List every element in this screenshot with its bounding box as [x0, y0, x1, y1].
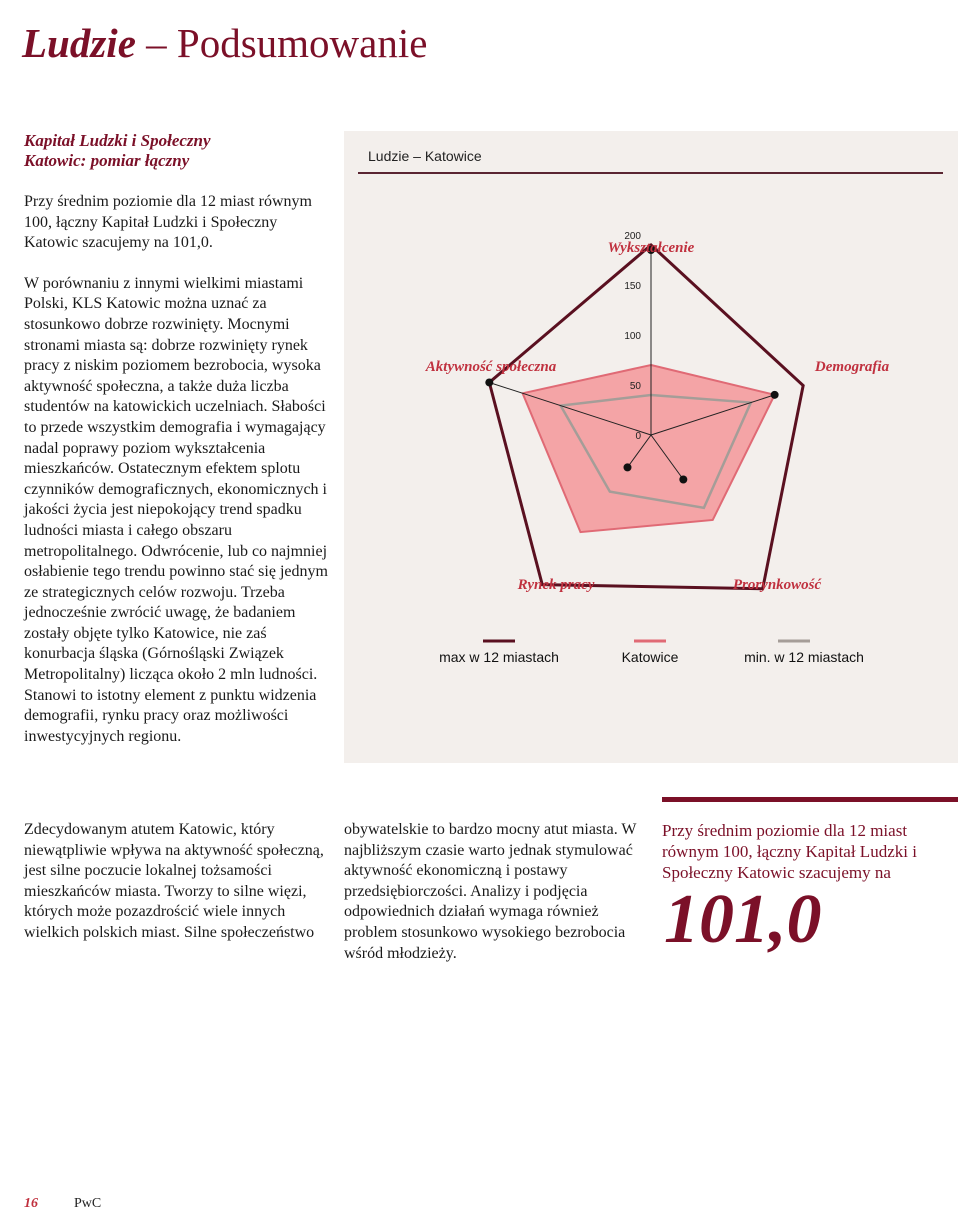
- intro-paragraph: Przy średnim poziomie dla 12 miast równym 100, łączny Kapitał Ludzki i Społeczny Katowic szacujemy na 101,0.: [24, 193, 312, 252]
- page-title: [22, 18, 427, 68]
- highlight-text: Przy średnim poziomie dla 12 miast równym 100, łączny Kapitał Ludzki i Społeczny Katowic szacujemy na: [662, 821, 917, 882]
- highlight-rule: [662, 797, 958, 802]
- legend-label: max w 12 miastach: [439, 649, 559, 665]
- page-number: 16: [24, 1196, 38, 1211]
- bottom-paragraph-2: obywatelskie to bardzo mocny atut miasta. W najbliższym czasie warto jednak stymulować aktywność ekonomiczną i postawy przedsiębiorczości. Analizy i podjęcia odpowiednich działań wymaga również problem stosunkowo wysokiego bezrobocia wśród młodzieży.: [344, 821, 637, 962]
- radial-tick-label: 100: [624, 331, 641, 342]
- axis-value-marker: [623, 463, 631, 471]
- axis-label: Prorynkowość: [732, 577, 822, 593]
- page-title-rest: – Podsumowanie: [135, 20, 428, 66]
- footer-brand: PwC: [74, 1196, 102, 1211]
- radial-tick-label: 200: [624, 231, 641, 242]
- radar-chart: [344, 131, 958, 763]
- axis-label: Demografia: [814, 359, 890, 375]
- legend-label: Katowice: [621, 649, 679, 665]
- axis-value-marker: [485, 378, 493, 386]
- katowice-series-polygon: [523, 365, 775, 532]
- page-title-bold: Ludzie: [22, 20, 136, 66]
- left-column: [24, 192, 329, 747]
- legend-label: min. w 12 miastach: [744, 649, 864, 665]
- axis-label: Wykształcenie: [607, 240, 695, 256]
- bottom-paragraph-1: Zdecydowanym atutem Katowic, który niewątpliwie wpływa na aktywność społeczną, jest silne poczucie lokalnej tożsamości mieszkańców miasta. Tworzy to silne więzi, których może pozazdrościć wiele innych wielkich polskich miast. Silne społeczeństwo: [24, 821, 324, 941]
- bottom-column-2: [344, 820, 644, 964]
- axis-value-marker: [679, 475, 687, 483]
- section-heading: [24, 131, 324, 171]
- section-heading-line: Katowic: pomiar łączny: [24, 151, 190, 170]
- axis-label: Rynek pracy: [517, 577, 595, 593]
- radial-tick-label: 150: [624, 281, 641, 292]
- axis-label: Aktywność społeczna: [425, 359, 557, 375]
- chart-title: Ludzie – Katowice: [368, 148, 482, 164]
- bottom-column-1: [24, 820, 329, 944]
- body-paragraph: W porównaniu z innymi wielkimi miastami Polski, KLS Katowic można uznać za stosunkowo dobrze rozwinięty. Mocnymi stronami miasta są: dobrze rozwinięty rynek pracy z niskim poziomem bezrobocia, wysoka aktywność społeczna, a także duża liczba studentów na katowickich uczelniach. Słabości to przede wszystkim demografia i wymagający nadal poprawy poziom wykształcenia mieszkańców. Ostatecznym efektem splotu czynników demograficznych, ekonomicznych i jakości życia jest niepokojący trend spadku ludności miasta i całego obszaru metropolitalnego. Odwrócenie, lub co najmniej osłabienie tego trendu powinno stać się jednym ze strategicznych celów rozwoju. Trzeba jednocześnie zwrócić uwagę, że badaniem zostały objęte tylko Katowice, nie zaś konurbacja śląska (Górnośląski Związek Metropolitalny) licząca około 2 mln ludności. Stanowi to istotny element z punktu widzenia demografii, rynku pracy oraz możliwości inwestycyjnych regionu.: [24, 274, 328, 745]
- highlight-value: 101,0: [664, 881, 822, 958]
- radial-tick-label: 0: [635, 431, 641, 442]
- axis-value-marker: [771, 391, 779, 399]
- radial-tick-label: 50: [629, 381, 641, 392]
- section-heading-line: Kapitał Ludzki i Społeczny: [24, 131, 211, 150]
